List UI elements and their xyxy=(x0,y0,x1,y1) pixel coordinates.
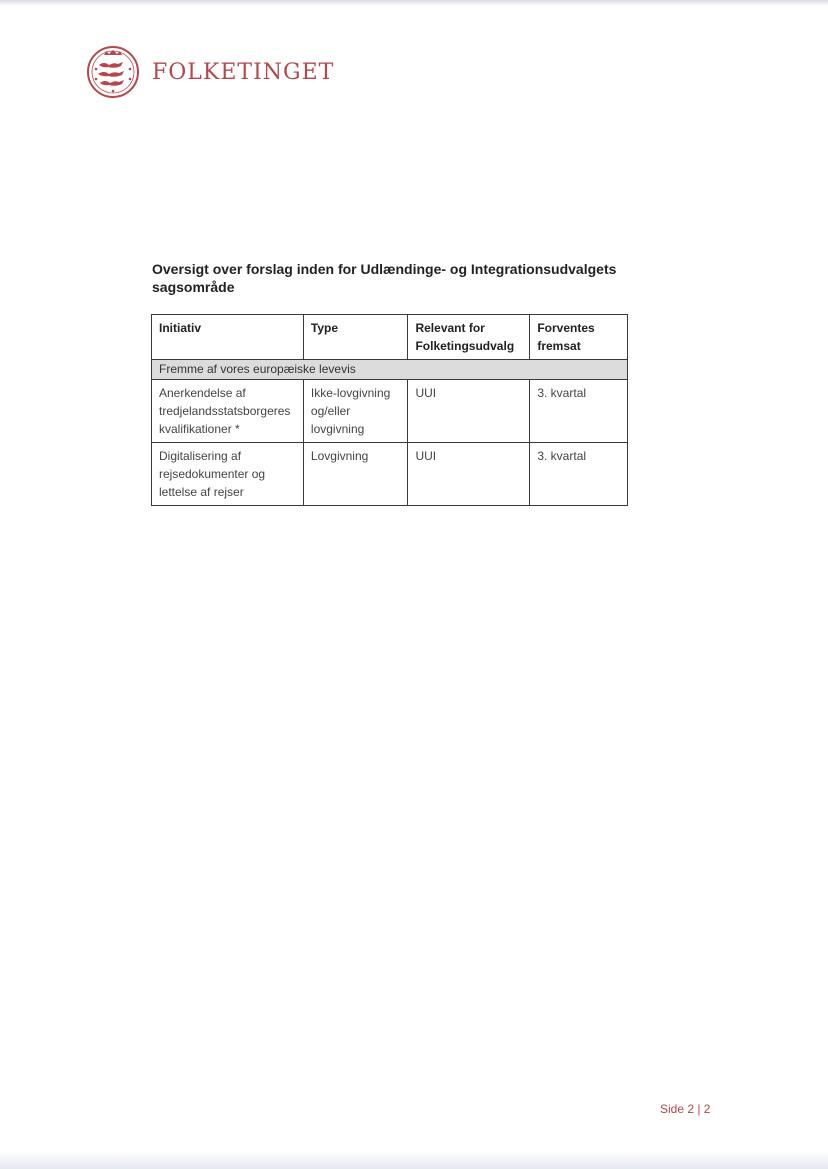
cell-udvalg: UUI xyxy=(408,443,530,506)
folketinget-logo xyxy=(86,44,334,100)
cell-fremsat: 3. kvartal xyxy=(530,443,628,506)
group-title: Fremme af vores europæiske levevis xyxy=(152,360,628,380)
logo-wordmark: FOLKETINGET xyxy=(152,59,335,85)
heading-line-1: Oversigt over forslag inden for Udlændinge- og Integrationsudvalgets xyxy=(152,261,617,277)
column-header-forventes-fremsat: Forventes fremsat xyxy=(530,315,628,360)
table-row xyxy=(152,443,628,506)
table-header-row xyxy=(152,315,628,360)
cell-initiativ: Anerkendelse af tredjelandsstatsborgeres kvalifikationer * xyxy=(152,380,304,443)
column-header-initiativ: Initiativ xyxy=(152,315,304,360)
heading-line-2: sagsområde xyxy=(152,279,235,295)
table-group-row xyxy=(152,360,628,380)
document-heading xyxy=(152,260,632,296)
scan-top-edge xyxy=(0,0,828,6)
cell-initiativ: Digitalisering af rejsedokumenter og lettelse af rejser xyxy=(152,443,304,506)
column-header-relevant-udvalg: Relevant for Folketingsudvalg xyxy=(408,315,530,360)
cell-type: Lovgivning xyxy=(303,443,408,506)
page-number: Side 2 | 2 xyxy=(660,1102,711,1116)
column-header-type: Type xyxy=(303,315,408,360)
cell-type: Ikke-lovgivning og/eller lovgivning xyxy=(303,380,408,443)
cell-udvalg: UUI xyxy=(408,380,530,443)
scan-bottom-edge xyxy=(0,1151,828,1169)
crowned-lions-seal-icon xyxy=(86,45,140,99)
table-row xyxy=(152,380,628,443)
cell-fremsat: 3. kvartal xyxy=(530,380,628,443)
proposals-table xyxy=(151,314,628,506)
